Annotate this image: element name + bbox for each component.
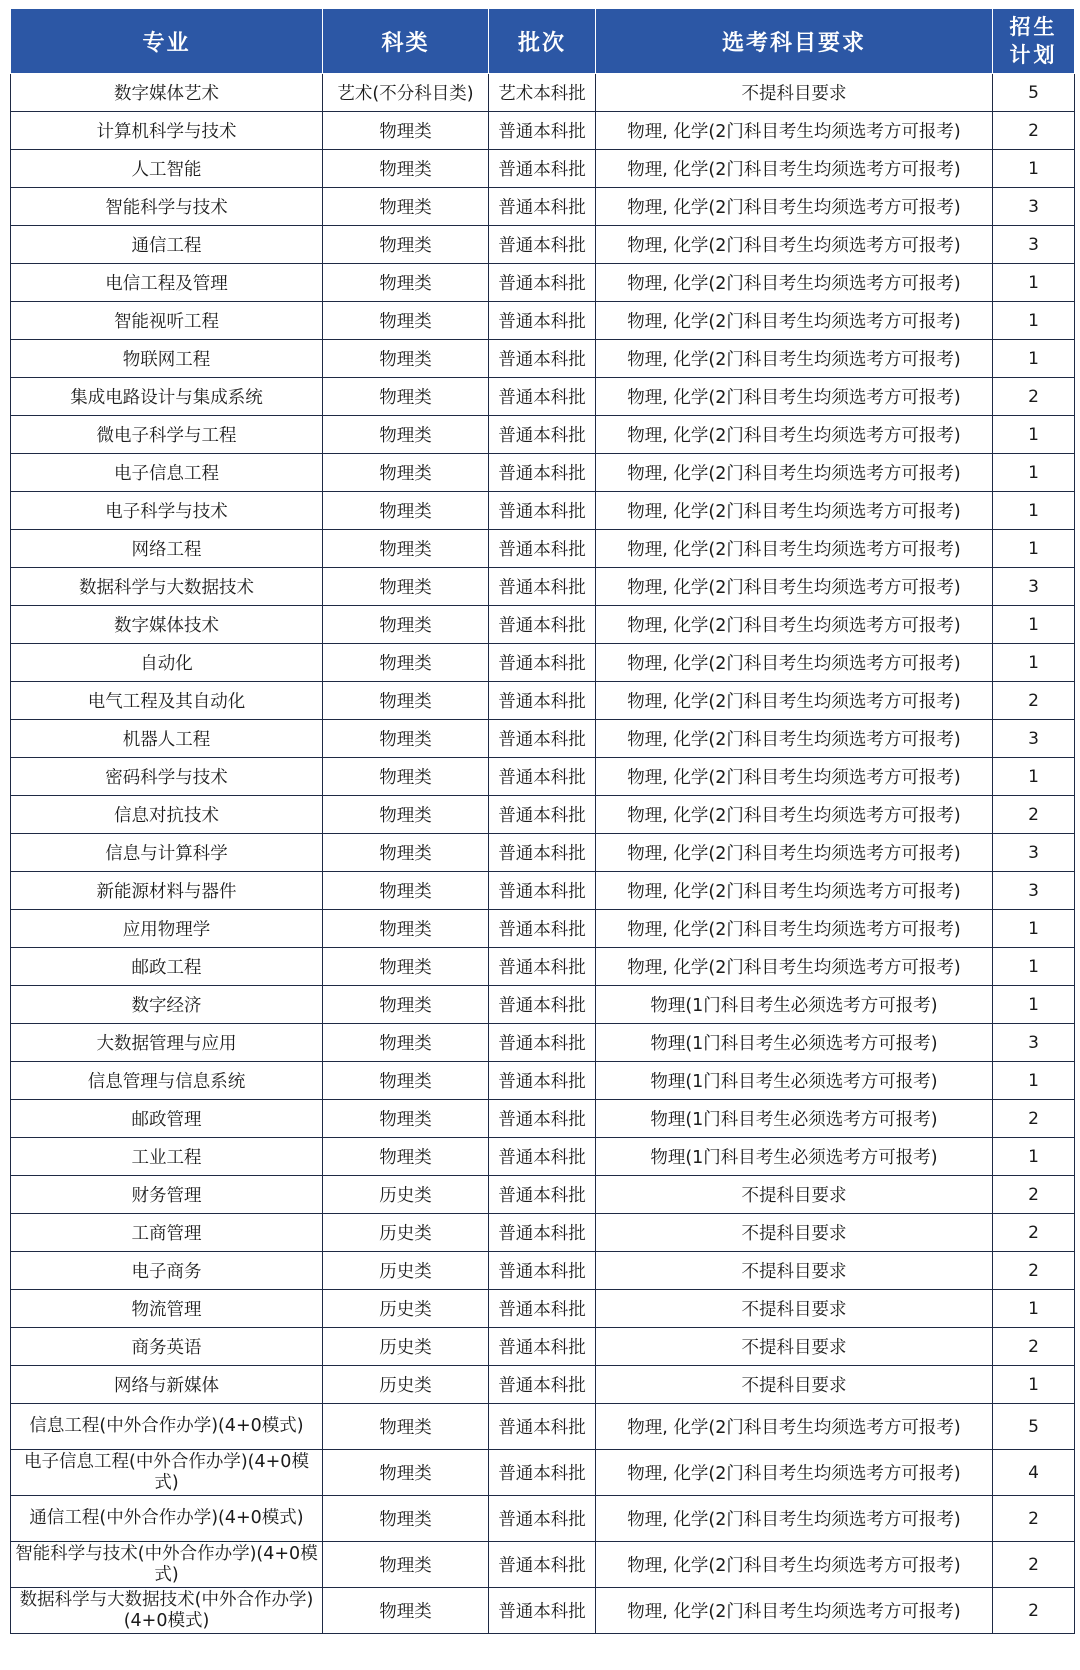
- category-cell: 物理类: [323, 1138, 489, 1176]
- category-cell: 物理类: [323, 910, 489, 948]
- category-cell: 物理类: [323, 834, 489, 872]
- major-cell: 网络与新媒体: [11, 1366, 323, 1404]
- requirement-cell: 不提科目要求: [596, 1366, 993, 1404]
- requirement-cell: 物理, 化学(2门科目考生均须选考方可报考): [596, 226, 993, 264]
- header-requirement: 选考科目要求: [596, 9, 993, 74]
- batch-cell: 普通本科批: [489, 1024, 596, 1062]
- table-row: [11, 1542, 1075, 1588]
- batch-cell: 普通本科批: [489, 1588, 596, 1634]
- table-row: [11, 872, 1075, 910]
- table-row: [11, 1138, 1075, 1176]
- batch-cell: 普通本科批: [489, 112, 596, 150]
- plan-cell: 1: [993, 948, 1075, 986]
- requirement-cell: 物理(1门科目考生必须选考方可报考): [596, 986, 993, 1024]
- plan-cell: 1: [993, 416, 1075, 454]
- category-cell: 物理类: [323, 758, 489, 796]
- category-cell: 物理类: [323, 1024, 489, 1062]
- table-row: [11, 454, 1075, 492]
- requirement-cell: 物理, 化学(2门科目考生均须选考方可报考): [596, 1404, 993, 1450]
- plan-cell: 1: [993, 1290, 1075, 1328]
- category-cell: 物理类: [323, 986, 489, 1024]
- plan-cell: 1: [993, 1366, 1075, 1404]
- batch-cell: 普通本科批: [489, 1138, 596, 1176]
- requirement-cell: 物理, 化学(2门科目考生均须选考方可报考): [596, 758, 993, 796]
- requirement-cell: 物理, 化学(2门科目考生均须选考方可报考): [596, 1450, 993, 1496]
- batch-cell: 普通本科批: [489, 758, 596, 796]
- requirement-cell: 不提科目要求: [596, 1176, 993, 1214]
- major-cell: 工业工程: [11, 1138, 323, 1176]
- requirement-cell: 物理, 化学(2门科目考生均须选考方可报考): [596, 150, 993, 188]
- major-cell: 智能科学与技术(中外合作办学)(4+0模式): [11, 1542, 323, 1588]
- category-cell: 物理类: [323, 492, 489, 530]
- plan-cell: 2: [993, 1588, 1075, 1634]
- table-row: [11, 1290, 1075, 1328]
- table-row: [11, 1100, 1075, 1138]
- plan-cell: 1: [993, 264, 1075, 302]
- major-cell: 数据科学与大数据技术: [11, 568, 323, 606]
- batch-cell: 普通本科批: [489, 150, 596, 188]
- requirement-cell: 物理, 化学(2门科目考生均须选考方可报考): [596, 796, 993, 834]
- category-cell: 物理类: [323, 1062, 489, 1100]
- category-cell: 物理类: [323, 1496, 489, 1542]
- major-cell: 自动化: [11, 644, 323, 682]
- table-row: [11, 492, 1075, 530]
- header-plan-line1: 招生: [1009, 15, 1058, 39]
- requirement-cell: 物理, 化学(2门科目考生均须选考方可报考): [596, 948, 993, 986]
- batch-cell: 普通本科批: [489, 872, 596, 910]
- category-cell: 物理类: [323, 568, 489, 606]
- category-cell: 物理类: [323, 226, 489, 264]
- requirement-cell: 物理, 化学(2门科目考生均须选考方可报考): [596, 834, 993, 872]
- batch-cell: 普通本科批: [489, 188, 596, 226]
- table-row: [11, 1214, 1075, 1252]
- table-row: [11, 264, 1075, 302]
- category-cell: 物理类: [323, 948, 489, 986]
- plan-cell: 2: [993, 1214, 1075, 1252]
- requirement-cell: 不提科目要求: [596, 74, 993, 112]
- table-row: [11, 1024, 1075, 1062]
- requirement-cell: 物理(1门科目考生必须选考方可报考): [596, 1062, 993, 1100]
- major-cell: 邮政管理: [11, 1100, 323, 1138]
- requirement-cell: 物理, 化学(2门科目考生均须选考方可报考): [596, 1542, 993, 1588]
- category-cell: 历史类: [323, 1214, 489, 1252]
- major-cell: 邮政工程: [11, 948, 323, 986]
- table-body: [11, 74, 1075, 1634]
- plan-cell: 2: [993, 1328, 1075, 1366]
- batch-cell: 普通本科批: [489, 1214, 596, 1252]
- plan-cell: 1: [993, 606, 1075, 644]
- major-cell: 数字媒体艺术: [11, 74, 323, 112]
- plan-cell: 1: [993, 644, 1075, 682]
- major-cell: 信息管理与信息系统: [11, 1062, 323, 1100]
- category-cell: 物理类: [323, 530, 489, 568]
- requirement-cell: 物理, 化学(2门科目考生均须选考方可报考): [596, 872, 993, 910]
- category-cell: 物理类: [323, 1542, 489, 1588]
- batch-cell: 普通本科批: [489, 1542, 596, 1588]
- requirement-cell: 物理, 化学(2门科目考生均须选考方可报考): [596, 302, 993, 340]
- batch-cell: 普通本科批: [489, 1450, 596, 1496]
- batch-cell: 普通本科批: [489, 1290, 596, 1328]
- major-cell: 商务英语: [11, 1328, 323, 1366]
- header-plan-line2: 计划: [1009, 43, 1058, 67]
- requirement-cell: 不提科目要求: [596, 1290, 993, 1328]
- category-cell: 物理类: [323, 1100, 489, 1138]
- category-cell: 物理类: [323, 1588, 489, 1634]
- table-row: [11, 340, 1075, 378]
- plan-cell: 2: [993, 682, 1075, 720]
- batch-cell: 普通本科批: [489, 682, 596, 720]
- requirement-cell: 物理, 化学(2门科目考生均须选考方可报考): [596, 910, 993, 948]
- batch-cell: 普通本科批: [489, 834, 596, 872]
- requirement-cell: 物理, 化学(2门科目考生均须选考方可报考): [596, 416, 993, 454]
- batch-cell: 普通本科批: [489, 1252, 596, 1290]
- table-row: [11, 1588, 1075, 1634]
- table-row: [11, 1328, 1075, 1366]
- table-row: [11, 986, 1075, 1024]
- batch-cell: 普通本科批: [489, 1496, 596, 1542]
- major-cell: 大数据管理与应用: [11, 1024, 323, 1062]
- category-cell: 物理类: [323, 378, 489, 416]
- category-cell: 物理类: [323, 302, 489, 340]
- plan-cell: 3: [993, 720, 1075, 758]
- table-row: [11, 1062, 1075, 1100]
- plan-cell: 2: [993, 796, 1075, 834]
- batch-cell: 普通本科批: [489, 568, 596, 606]
- plan-cell: 1: [993, 758, 1075, 796]
- table-row: [11, 758, 1075, 796]
- plan-cell: 1: [993, 1138, 1075, 1176]
- batch-cell: 普通本科批: [489, 378, 596, 416]
- table-row: [11, 568, 1075, 606]
- major-cell: 数字媒体技术: [11, 606, 323, 644]
- major-cell: 密码科学与技术: [11, 758, 323, 796]
- batch-cell: 普通本科批: [489, 1100, 596, 1138]
- header-category: 科类: [323, 9, 489, 74]
- category-cell: 物理类: [323, 644, 489, 682]
- category-cell: 物理类: [323, 264, 489, 302]
- plan-cell: 3: [993, 872, 1075, 910]
- requirement-cell: 物理, 化学(2门科目考生均须选考方可报考): [596, 1588, 993, 1634]
- batch-cell: 普通本科批: [489, 606, 596, 644]
- header-plan: [993, 9, 1075, 74]
- requirement-cell: 物理, 化学(2门科目考生均须选考方可报考): [596, 644, 993, 682]
- requirement-cell: 物理, 化学(2门科目考生均须选考方可报考): [596, 340, 993, 378]
- requirement-cell: 物理, 化学(2门科目考生均须选考方可报考): [596, 492, 993, 530]
- category-cell: 物理类: [323, 454, 489, 492]
- plan-cell: 1: [993, 1062, 1075, 1100]
- plan-cell: 1: [993, 454, 1075, 492]
- table-header-row: [11, 9, 1075, 74]
- category-cell: 历史类: [323, 1366, 489, 1404]
- plan-cell: 3: [993, 226, 1075, 264]
- table-row: [11, 948, 1075, 986]
- category-cell: 物理类: [323, 720, 489, 758]
- plan-cell: 1: [993, 150, 1075, 188]
- category-cell: 历史类: [323, 1290, 489, 1328]
- requirement-cell: 不提科目要求: [596, 1252, 993, 1290]
- major-cell: 智能视听工程: [11, 302, 323, 340]
- category-cell: 物理类: [323, 606, 489, 644]
- major-cell: 通信工程(中外合作办学)(4+0模式): [11, 1496, 323, 1542]
- table-row: [11, 530, 1075, 568]
- header-batch: 批次: [489, 9, 596, 74]
- batch-cell: 普通本科批: [489, 492, 596, 530]
- plan-cell: 1: [993, 910, 1075, 948]
- plan-cell: 4: [993, 1450, 1075, 1496]
- category-cell: 物理类: [323, 872, 489, 910]
- requirement-cell: 不提科目要求: [596, 1328, 993, 1366]
- major-cell: 电信工程及管理: [11, 264, 323, 302]
- table-row: [11, 1496, 1075, 1542]
- requirement-cell: 物理, 化学(2门科目考生均须选考方可报考): [596, 188, 993, 226]
- table-row: [11, 644, 1075, 682]
- plan-cell: 2: [993, 1100, 1075, 1138]
- category-cell: 物理类: [323, 188, 489, 226]
- table-row: [11, 74, 1075, 112]
- table-row: [11, 188, 1075, 226]
- requirement-cell: 物理, 化学(2门科目考生均须选考方可报考): [596, 720, 993, 758]
- requirement-cell: 物理, 化学(2门科目考生均须选考方可报考): [596, 682, 993, 720]
- major-cell: 网络工程: [11, 530, 323, 568]
- major-cell: 工商管理: [11, 1214, 323, 1252]
- table-row: [11, 226, 1075, 264]
- batch-cell: 艺术本科批: [489, 74, 596, 112]
- batch-cell: 普通本科批: [489, 1404, 596, 1450]
- major-cell: 数据科学与大数据技术(中外合作办学)(4+0模式): [11, 1588, 323, 1634]
- table-row: [11, 910, 1075, 948]
- batch-cell: 普通本科批: [489, 416, 596, 454]
- table-row: [11, 378, 1075, 416]
- plan-cell: 5: [993, 74, 1075, 112]
- major-cell: 电子信息工程(中外合作办学)(4+0模式): [11, 1450, 323, 1496]
- table-row: [11, 606, 1075, 644]
- batch-cell: 普通本科批: [489, 796, 596, 834]
- category-cell: 艺术(不分科目类): [323, 74, 489, 112]
- category-cell: 物理类: [323, 416, 489, 454]
- batch-cell: 普通本科批: [489, 1062, 596, 1100]
- requirement-cell: 物理, 化学(2门科目考生均须选考方可报考): [596, 606, 993, 644]
- table-row: [11, 416, 1075, 454]
- major-cell: 新能源材料与器件: [11, 872, 323, 910]
- plan-cell: 5: [993, 1404, 1075, 1450]
- batch-cell: 普通本科批: [489, 1176, 596, 1214]
- category-cell: 物理类: [323, 150, 489, 188]
- major-cell: 电子科学与技术: [11, 492, 323, 530]
- requirement-cell: 物理, 化学(2门科目考生均须选考方可报考): [596, 530, 993, 568]
- major-cell: 财务管理: [11, 1176, 323, 1214]
- batch-cell: 普通本科批: [489, 454, 596, 492]
- major-cell: 电子商务: [11, 1252, 323, 1290]
- major-cell: 应用物理学: [11, 910, 323, 948]
- major-cell: 数字经济: [11, 986, 323, 1024]
- requirement-cell: 物理(1门科目考生必须选考方可报考): [596, 1100, 993, 1138]
- plan-cell: 3: [993, 1024, 1075, 1062]
- batch-cell: 普通本科批: [489, 226, 596, 264]
- plan-cell: 1: [993, 302, 1075, 340]
- table-row: [11, 112, 1075, 150]
- plan-cell: 2: [993, 1496, 1075, 1542]
- major-cell: 信息对抗技术: [11, 796, 323, 834]
- requirement-cell: 物理(1门科目考生必须选考方可报考): [596, 1024, 993, 1062]
- table-row: [11, 796, 1075, 834]
- category-cell: 物理类: [323, 1404, 489, 1450]
- requirement-cell: 物理(1门科目考生必须选考方可报考): [596, 1138, 993, 1176]
- batch-cell: 普通本科批: [489, 910, 596, 948]
- major-cell: 计算机科学与技术: [11, 112, 323, 150]
- batch-cell: 普通本科批: [489, 264, 596, 302]
- category-cell: 物理类: [323, 796, 489, 834]
- batch-cell: 普通本科批: [489, 986, 596, 1024]
- major-cell: 物联网工程: [11, 340, 323, 378]
- major-cell: 集成电路设计与集成系统: [11, 378, 323, 416]
- requirement-cell: 物理, 化学(2门科目考生均须选考方可报考): [596, 264, 993, 302]
- table-row: [11, 1176, 1075, 1214]
- requirement-cell: 物理, 化学(2门科目考生均须选考方可报考): [596, 378, 993, 416]
- batch-cell: 普通本科批: [489, 1328, 596, 1366]
- plan-cell: 3: [993, 188, 1075, 226]
- batch-cell: 普通本科批: [489, 340, 596, 378]
- category-cell: 物理类: [323, 1450, 489, 1496]
- plan-cell: 1: [993, 986, 1075, 1024]
- major-cell: 电气工程及其自动化: [11, 682, 323, 720]
- major-cell: 微电子科学与工程: [11, 416, 323, 454]
- batch-cell: 普通本科批: [489, 644, 596, 682]
- table-row: [11, 720, 1075, 758]
- table-row: [11, 1252, 1075, 1290]
- category-cell: 历史类: [323, 1252, 489, 1290]
- table-row: [11, 302, 1075, 340]
- plan-cell: 2: [993, 378, 1075, 416]
- major-cell: 人工智能: [11, 150, 323, 188]
- table-row: [11, 1450, 1075, 1496]
- category-cell: 物理类: [323, 682, 489, 720]
- category-cell: 历史类: [323, 1328, 489, 1366]
- requirement-cell: 不提科目要求: [596, 1214, 993, 1252]
- header-major: 专业: [11, 9, 323, 74]
- major-cell: 电子信息工程: [11, 454, 323, 492]
- plan-cell: 2: [993, 112, 1075, 150]
- plan-cell: 2: [993, 1542, 1075, 1588]
- requirement-cell: 物理, 化学(2门科目考生均须选考方可报考): [596, 1496, 993, 1542]
- major-cell: 通信工程: [11, 226, 323, 264]
- plan-cell: 3: [993, 834, 1075, 872]
- major-cell: 信息与计算科学: [11, 834, 323, 872]
- plan-cell: 1: [993, 492, 1075, 530]
- admission-plan-table-container: [10, 8, 1074, 1634]
- table-row: [11, 1404, 1075, 1450]
- category-cell: 历史类: [323, 1176, 489, 1214]
- admission-plan-table: [10, 8, 1075, 1634]
- category-cell: 物理类: [323, 340, 489, 378]
- batch-cell: 普通本科批: [489, 530, 596, 568]
- plan-cell: 2: [993, 1252, 1075, 1290]
- table-row: [11, 682, 1075, 720]
- plan-cell: 1: [993, 340, 1075, 378]
- table-row: [11, 150, 1075, 188]
- requirement-cell: 物理, 化学(2门科目考生均须选考方可报考): [596, 112, 993, 150]
- batch-cell: 普通本科批: [489, 720, 596, 758]
- requirement-cell: 物理, 化学(2门科目考生均须选考方可报考): [596, 454, 993, 492]
- major-cell: 信息工程(中外合作办学)(4+0模式): [11, 1404, 323, 1450]
- batch-cell: 普通本科批: [489, 302, 596, 340]
- plan-cell: 3: [993, 568, 1075, 606]
- table-row: [11, 834, 1075, 872]
- requirement-cell: 物理, 化学(2门科目考生均须选考方可报考): [596, 568, 993, 606]
- major-cell: 机器人工程: [11, 720, 323, 758]
- plan-cell: 2: [993, 1176, 1075, 1214]
- batch-cell: 普通本科批: [489, 1366, 596, 1404]
- major-cell: 智能科学与技术: [11, 188, 323, 226]
- batch-cell: 普通本科批: [489, 948, 596, 986]
- table-row: [11, 1366, 1075, 1404]
- category-cell: 物理类: [323, 112, 489, 150]
- major-cell: 物流管理: [11, 1290, 323, 1328]
- plan-cell: 1: [993, 530, 1075, 568]
